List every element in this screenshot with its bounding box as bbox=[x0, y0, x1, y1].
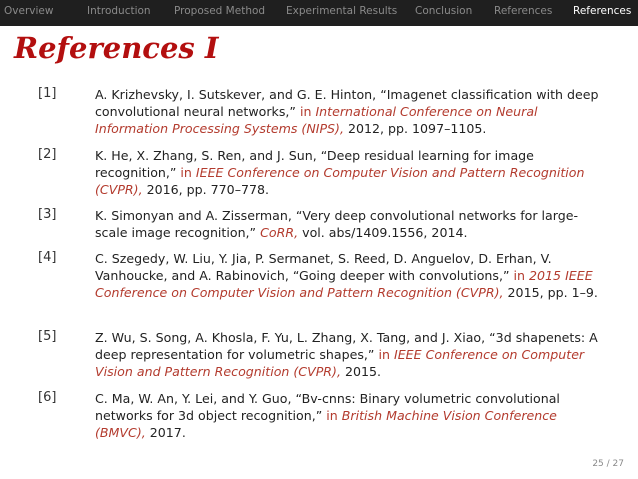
nav-item-references[interactable]: References bbox=[494, 5, 553, 17]
navigation-bar bbox=[0, 0, 638, 26]
reference-venue-prefix: in bbox=[326, 408, 338, 424]
reference-tail: 2015, pp. 1–9. bbox=[507, 285, 598, 301]
reference-text bbox=[95, 390, 605, 442]
reference-authors: K. Simonyan and A. Zisserman, bbox=[95, 208, 292, 223]
reference-text bbox=[95, 86, 605, 138]
reference-venue-prefix: in bbox=[378, 347, 390, 363]
reference-authors: K. He, X. Zhang, S. Ren, and J. Sun, bbox=[95, 148, 317, 163]
reference-number: [4] bbox=[38, 250, 57, 265]
reference-text bbox=[95, 329, 605, 381]
reference-number: [2] bbox=[38, 147, 57, 162]
reference-tail: 2015. bbox=[345, 364, 382, 380]
nav-item-introduction[interactable]: Introduction bbox=[87, 5, 151, 17]
reference-tail: 2016, pp. 770–778. bbox=[146, 182, 270, 198]
reference-venue: CoRR, bbox=[260, 225, 299, 241]
nav-item-experimental-results[interactable]: Experimental Results bbox=[286, 5, 398, 17]
reference-venue: 2015 IEEE Conference on Computer Vision and Pattern Recognition (CVPR), bbox=[95, 268, 593, 301]
reference-tail: vol. abs/1409.1556, 2014. bbox=[302, 225, 468, 241]
reference-number: [5] bbox=[38, 329, 57, 344]
reference-venue: IEEE Conference on Computer Vision and Pattern Recognition (CVPR), bbox=[95, 347, 585, 380]
reference-venue: IEEE Conference on Computer Vision and Pattern Recognition (CVPR), bbox=[95, 165, 585, 198]
reference-authors: A. Krizhevsky, I. Sutskever, and G. E. Hinton, bbox=[95, 87, 377, 102]
reference-venue-prefix: in bbox=[180, 165, 192, 181]
reference-title: “Very deep convolutional networks for large-scale image recognition,” bbox=[95, 208, 579, 241]
reference-authors: C. Szegedy, W. Liu, Y. Jia, P. Sermanet, S. Reed, D. Anguelov, D. Erhan, V. Vanhoucke, and A. Rabinovich, bbox=[95, 251, 552, 284]
reference-text bbox=[95, 250, 605, 302]
reference-authors: C. Ma, W. An, Y. Lei, and Y. Guo, bbox=[95, 391, 292, 406]
nav-item-conclusion[interactable]: Conclusion bbox=[415, 5, 473, 17]
reference-title: “Imagenet classification with deep convolutional neural networks,” bbox=[95, 87, 599, 120]
reference-venue-prefix: in bbox=[513, 268, 525, 284]
reference-tail: 2012, pp. 1097–1105. bbox=[347, 121, 487, 137]
reference-number: [3] bbox=[38, 207, 57, 222]
reference-venue: British Machine Vision Conference (BMVC), bbox=[95, 408, 557, 441]
reference-text bbox=[95, 147, 605, 199]
reference-tail: 2017. bbox=[149, 425, 186, 441]
reference-number: [6] bbox=[38, 390, 57, 405]
nav-item-proposed-method[interactable]: Proposed Method bbox=[174, 5, 266, 17]
reference-venue: International Conference on Neural Information Processing Systems (NIPS), bbox=[95, 104, 538, 137]
reference-title: “Deep residual learning for image recognition,” bbox=[95, 148, 534, 181]
reference-text bbox=[95, 207, 605, 241]
reference-venue-prefix: in bbox=[299, 104, 312, 120]
slide-title: References I bbox=[14, 31, 219, 65]
page-number: 25 / 27 bbox=[592, 459, 624, 469]
reference-title: “Bv-cnns: Binary volumetric convolutional networks for 3d object recognition,” bbox=[95, 391, 560, 424]
reference-title: “Going deeper with convolutions,” bbox=[292, 268, 510, 284]
nav-item-references-active[interactable]: References bbox=[573, 5, 632, 17]
nav-item-overview[interactable]: Overview bbox=[4, 5, 54, 17]
reference-number: [1] bbox=[38, 86, 57, 101]
reference-title: “3d shapenets: A deep representation for volumetric shapes,” bbox=[95, 330, 598, 363]
reference-authors: Z. Wu, S. Song, A. Khosla, F. Yu, L. Zhang, X. Tang, and J. Xiao, bbox=[95, 330, 486, 345]
